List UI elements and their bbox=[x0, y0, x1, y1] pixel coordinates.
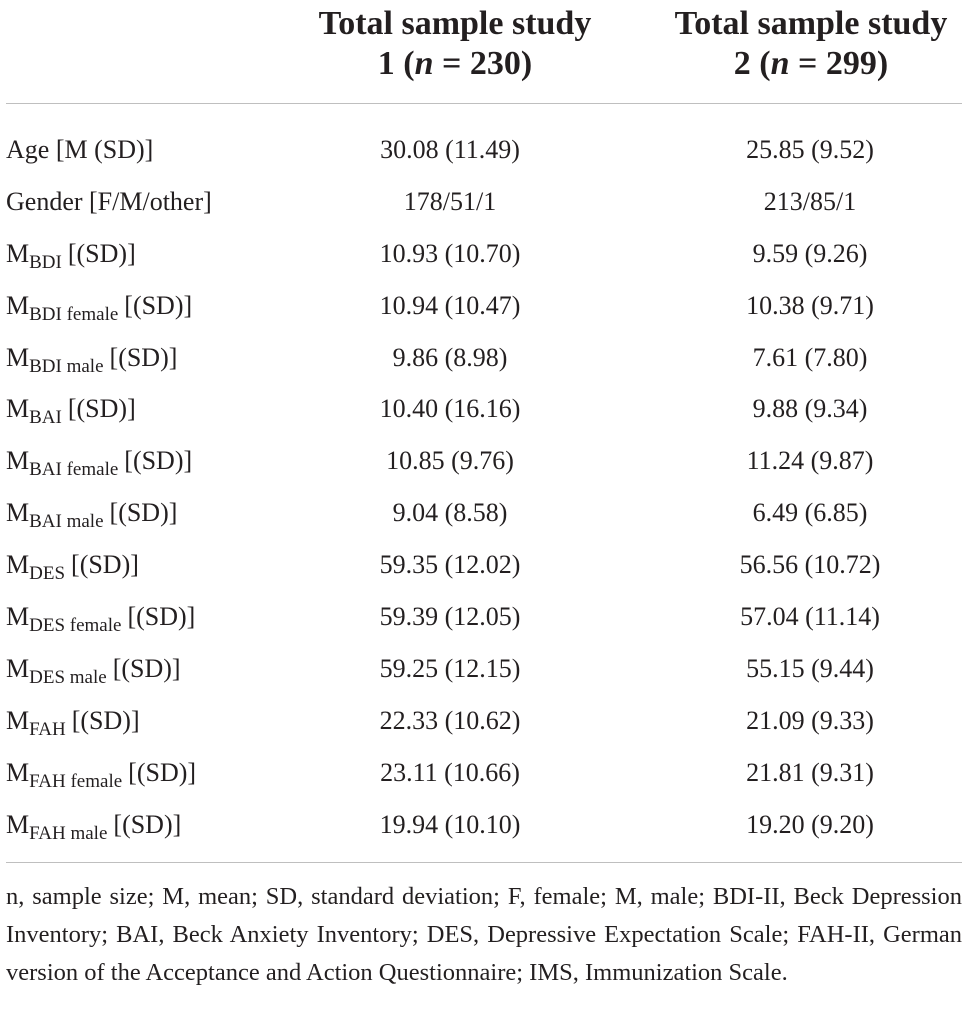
row-label-text: M bbox=[6, 238, 30, 268]
study1-prefix: 1 ( bbox=[377, 45, 415, 82]
study2-value: 55.15 (9.44) bbox=[746, 653, 874, 683]
row-label bbox=[6, 280, 192, 332]
footer-divider bbox=[6, 862, 962, 863]
row-label-subscript: DES female bbox=[29, 615, 122, 637]
study1-value: 22.33 (10.62) bbox=[379, 705, 521, 735]
study2-sample-size: = 299) bbox=[789, 45, 889, 82]
study2-value: 9.88 (9.34) bbox=[752, 394, 868, 424]
row-label bbox=[6, 435, 192, 487]
row-label-text: M bbox=[6, 550, 30, 580]
row-label-text: M bbox=[6, 653, 30, 683]
row-label-subscript: BDI bbox=[29, 251, 62, 273]
study1-value: 9.04 (8.58) bbox=[392, 498, 508, 528]
row-label bbox=[6, 332, 177, 384]
row-label-text: Gender [F/M/other] bbox=[6, 186, 212, 216]
table-row bbox=[0, 176, 968, 228]
row-label-text: M bbox=[6, 809, 30, 839]
row-label-text: Age [M (SD)] bbox=[6, 135, 154, 164]
row-label-suffix: [(SD)] bbox=[71, 550, 139, 580]
row-label-subscript: FAH male bbox=[29, 822, 108, 844]
row-label-subscript: BAI bbox=[29, 407, 62, 429]
row-label bbox=[6, 643, 181, 695]
row-label-text: M bbox=[6, 394, 30, 424]
study1-n-symbol: n bbox=[414, 45, 434, 82]
row-label-subscript: DES bbox=[29, 563, 66, 585]
row-label bbox=[6, 228, 136, 280]
row-label-suffix: [(SD)] bbox=[71, 705, 140, 735]
row-label bbox=[6, 487, 177, 539]
row-label-suffix: [(SD)] bbox=[109, 342, 178, 372]
table-header bbox=[0, 0, 968, 104]
row-label-subscript: BDI male bbox=[29, 355, 104, 377]
table-row bbox=[0, 695, 968, 747]
header-divider bbox=[6, 103, 962, 104]
study1-value: 9.86 (8.98) bbox=[392, 342, 508, 372]
study2-value: 21.09 (9.33) bbox=[746, 705, 874, 735]
study1-value: 59.39 (12.05) bbox=[379, 602, 521, 632]
study2-value: 56.56 (10.72) bbox=[739, 550, 881, 580]
row-label-subscript: BAI male bbox=[29, 511, 104, 533]
table-row bbox=[0, 539, 968, 591]
study1-value: 10.40 (16.16) bbox=[379, 394, 521, 424]
study2-prefix: 2 ( bbox=[733, 45, 771, 82]
study1-value: 10.85 (9.76) bbox=[386, 446, 514, 476]
row-label-subscript: BAI female bbox=[29, 459, 119, 481]
table-body bbox=[0, 124, 968, 850]
row-label-text: M bbox=[6, 602, 30, 632]
row-label bbox=[6, 591, 195, 643]
study1-value: 59.35 (12.02) bbox=[379, 550, 521, 580]
row-label-suffix: [(SD)] bbox=[124, 290, 193, 320]
column-header-study1-line2 bbox=[290, 44, 620, 84]
study2-value: 6.49 (6.85) bbox=[752, 498, 868, 528]
table-row bbox=[0, 799, 968, 851]
table-row bbox=[0, 487, 968, 539]
column-header-study2-line1: Total sample study bbox=[674, 5, 948, 42]
table-row bbox=[0, 383, 968, 435]
column-header-study1-line1: Total sample study bbox=[318, 5, 592, 42]
study2-value: 7.61 (7.80) bbox=[752, 342, 868, 372]
study1-sample-size: = 230) bbox=[433, 45, 533, 82]
row-label-suffix: [(SD)] bbox=[113, 809, 182, 839]
table-row bbox=[0, 747, 968, 799]
row-label bbox=[6, 539, 139, 591]
row-label bbox=[6, 695, 140, 747]
table-row bbox=[0, 643, 968, 695]
table-row bbox=[0, 280, 968, 332]
row-label-text: M bbox=[6, 290, 30, 320]
row-label-subscript: DES male bbox=[29, 666, 107, 688]
study1-value: 19.94 (10.10) bbox=[379, 809, 521, 839]
row-label-text: M bbox=[6, 342, 30, 372]
row-label-text: M bbox=[6, 705, 30, 735]
row-label bbox=[6, 799, 181, 851]
study2-value: 10.38 (9.71) bbox=[746, 290, 874, 320]
column-header-study2 bbox=[650, 4, 968, 84]
column-header-study1 bbox=[290, 4, 620, 84]
row-label-suffix: [(SD)] bbox=[127, 602, 196, 632]
study2-value: 21.81 (9.31) bbox=[746, 757, 874, 787]
table-row bbox=[0, 435, 968, 487]
table-row bbox=[0, 332, 968, 384]
column-header-study2-line2 bbox=[650, 44, 968, 84]
row-label-subscript: BDI female bbox=[29, 303, 119, 325]
row-label-subscript: FAH bbox=[29, 718, 66, 740]
study1-value: 30.08 (11.49) bbox=[380, 135, 520, 164]
table-footnote: n, sample size; M, mean; SD, standard deviation; F, female; M, male; BDI-II, Beck Depression Inventory; BAI, Beck Anxiety Inventory; DES, Depressive Expectation Scale; FAH-II, German version of the Acceptance and Action Questionnaire; IMS, Immunization Scale. bbox=[6, 883, 962, 986]
row-label-suffix: [(SD)] bbox=[67, 238, 136, 268]
row-label-text: M bbox=[6, 446, 30, 476]
study1-value: 10.93 (10.70) bbox=[379, 238, 521, 268]
study2-value: 9.59 (9.26) bbox=[752, 238, 868, 268]
row-label-suffix: [(SD)] bbox=[124, 446, 193, 476]
row-label-suffix: [(SD)] bbox=[112, 653, 181, 683]
row-label-suffix: [(SD)] bbox=[128, 757, 197, 787]
row-label bbox=[6, 747, 196, 799]
study1-value: 23.11 (10.66) bbox=[380, 757, 520, 787]
row-label bbox=[6, 383, 136, 435]
row-label bbox=[6, 124, 153, 176]
study2-value: 19.20 (9.20) bbox=[746, 809, 874, 839]
study2-value: 25.85 (9.52) bbox=[746, 135, 874, 164]
table-row bbox=[0, 591, 968, 643]
study2-value: 57.04 (11.14) bbox=[740, 602, 880, 632]
row-label-subscript: FAH female bbox=[29, 770, 123, 792]
row-label-suffix: [(SD)] bbox=[67, 394, 136, 424]
study2-value: 11.24 (9.87) bbox=[746, 446, 874, 476]
row-label-suffix: [(SD)] bbox=[109, 498, 178, 528]
table-row bbox=[0, 228, 968, 280]
row-label-text: M bbox=[6, 757, 30, 787]
study1-value: 59.25 (12.15) bbox=[379, 653, 521, 683]
study1-value: 10.94 (10.47) bbox=[379, 290, 521, 320]
row-label bbox=[6, 176, 212, 228]
study2-value: 213/85/1 bbox=[763, 186, 857, 216]
study2-n-symbol: n bbox=[770, 45, 790, 82]
study1-value: 178/51/1 bbox=[403, 186, 497, 216]
table-row bbox=[0, 124, 968, 176]
row-label-text: M bbox=[6, 498, 30, 528]
